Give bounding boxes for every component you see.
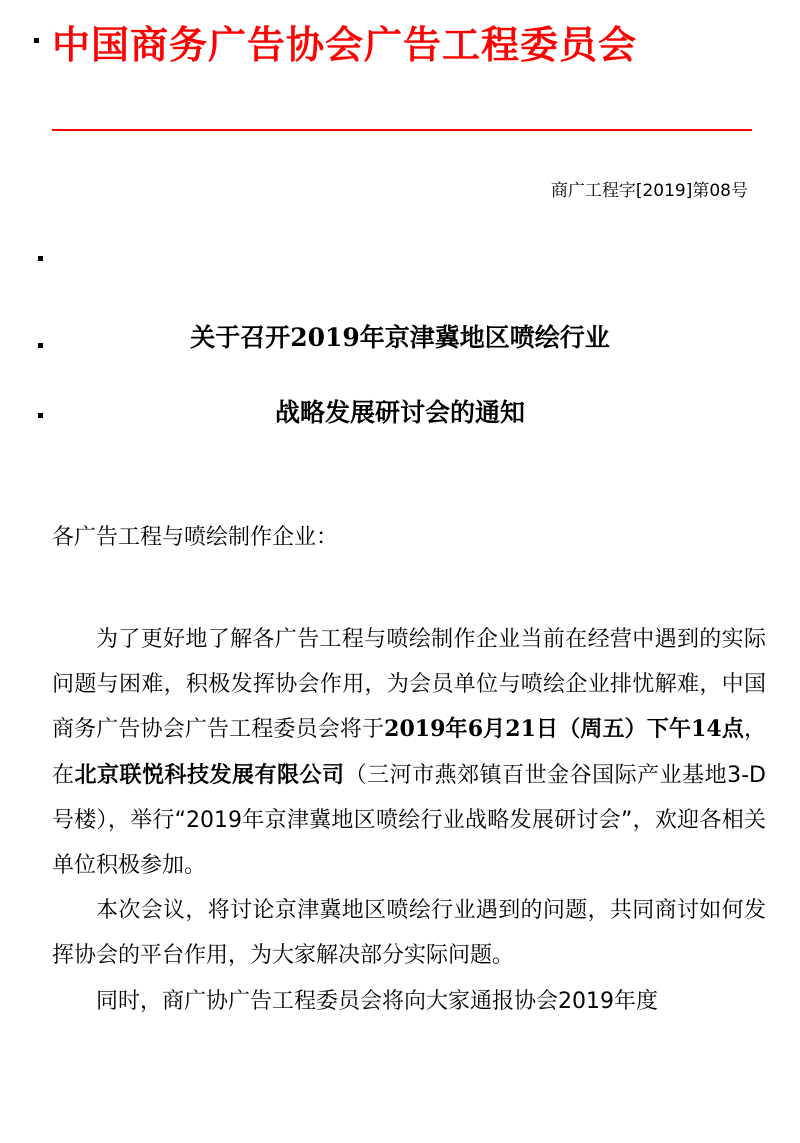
meeting-venue: 北京联悦科技发展有限公司 — [74, 761, 345, 788]
notice-title-line-1: 关于召开2019年京津冀地区喷绘行业 — [190, 323, 610, 352]
document-number: 商广工程字[2019]第08号 — [550, 181, 748, 201]
salutation: 各广告工程与喷绘制作企业： — [52, 525, 339, 550]
meeting-date-time: 2019年6月21日（周五）下午14点 — [384, 716, 744, 743]
bullet-marker — [38, 256, 43, 261]
paragraph-3: 同时，商广协广告工程委员会将向大家通报协会2019年度 — [96, 988, 658, 1014]
red-divider-line — [52, 129, 752, 131]
notice-title-line-2: 战略发展研讨会的通知 — [274, 398, 525, 427]
paragraph-2: 本次会议，将讨论京津冀地区喷绘行业遇到的问题，共同商讨如何发挥协会的平台作用，为大家解决部分实际问题。 — [52, 898, 766, 969]
notice-body — [52, 617, 766, 1024]
organization-title: 中国商务广告协会广告工程委员会 — [52, 23, 638, 67]
paragraph-1: 为了更好地了解各广告工程与喷绘制作企业当前在经营中遇到的实际问题与困难，积极发挥协会作用，为会员单位与喷绘企业排忧解难，中国商务广告协会广告工程委员会将于2019年6月21日（周五）下午14点，在北京联悦科技发展有限公司（三河市燕郊镇百世金谷国际产业基地3-D号楼），举行“2019年京津冀地区喷绘行业战略发展研讨会”，欢迎各相关单位积极参加。 — [52, 627, 766, 879]
bullet-marker — [34, 38, 39, 43]
